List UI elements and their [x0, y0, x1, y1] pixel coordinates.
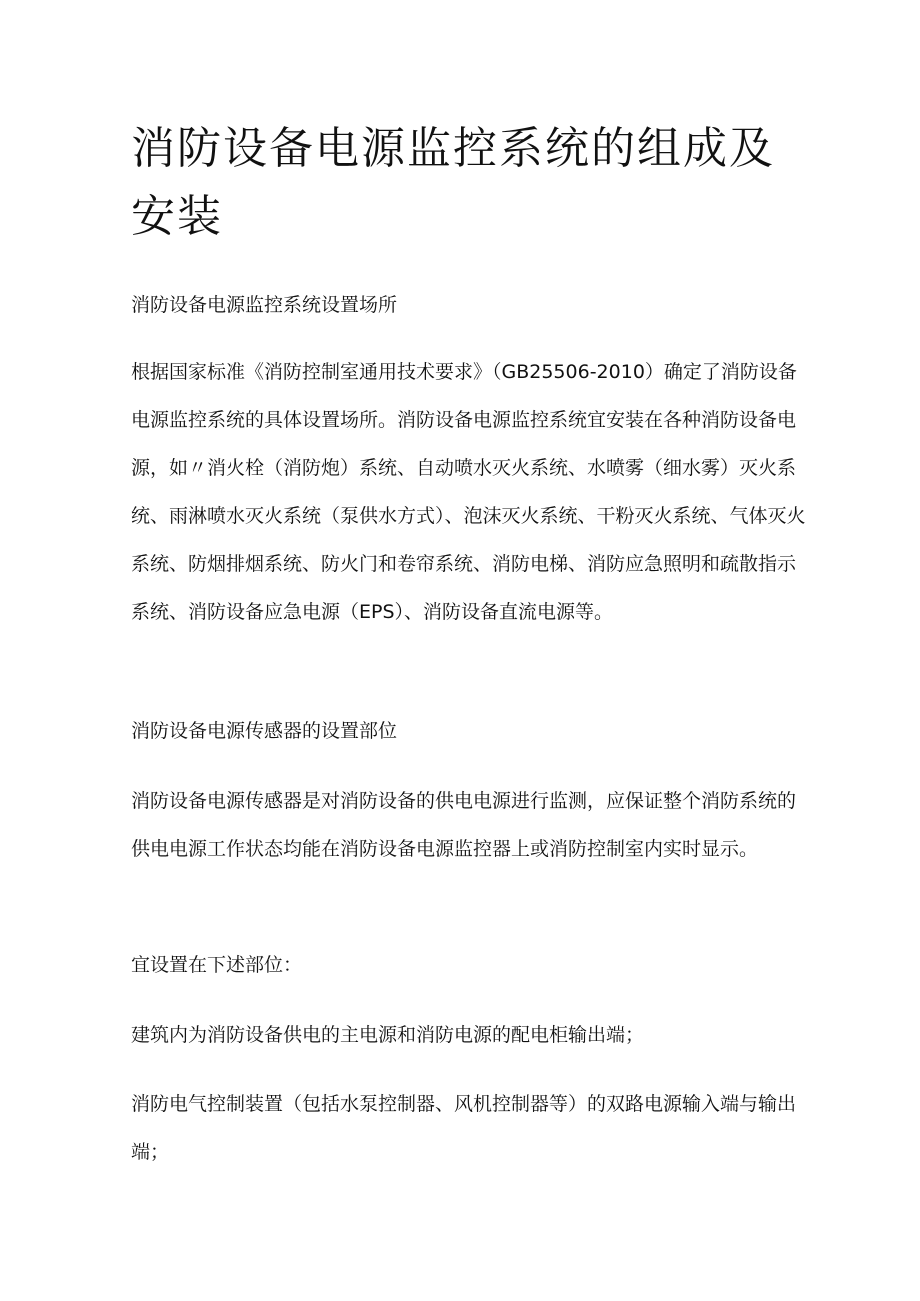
list-item-control-device: 消防电气控制装置（包括水泵控制器、风机控制器等）的双路电源输入端与输出端；	[131, 1093, 797, 1163]
list-item-distribution-cabinet: 建筑内为消防设备供电的主电源和消防电源的配电柜输出端；	[131, 1024, 645, 1046]
section-heading-sensor-positions: 消防设备电源传感器的设置部位	[131, 720, 398, 742]
paragraph-setting-locations: 根据国家标准《消防控制室通用技术要求》（GB25506-2010）确定了消防设备电源监控系统的具体设置场所。消防设备电源监控系统宜安装在各种消防设备电源，如〃消火栓（消防炮）系统、自动喷水灭火系统、水喷雾（细水雾）灭火系统、雨淋喷水灭火系统（泵供水方式）、泡沫灭火系统、干粉灭火系统、气体灭火系统、防烟排烟系统、防火门和卷帘系统、消防电梯、消防应急照明和疏散指示系统、消防设备应急电源（EPS）、消防设备直流电源等。	[131, 361, 806, 623]
section-heading-setting-locations: 消防设备电源监控系统设置场所	[131, 294, 398, 316]
paragraph-sensor-description: 消防设备电源传感器是对消防设备的供电电源进行监测，应保证整个消防系统的供电电源工作状态均能在消防设备电源监控器上或消防控制室内实时显示。	[131, 790, 797, 860]
document-title: 消防设备电源监控系统的组成及安装	[131, 123, 775, 242]
paragraph-suggested-positions: 宜设置在下述部位：	[131, 954, 303, 976]
